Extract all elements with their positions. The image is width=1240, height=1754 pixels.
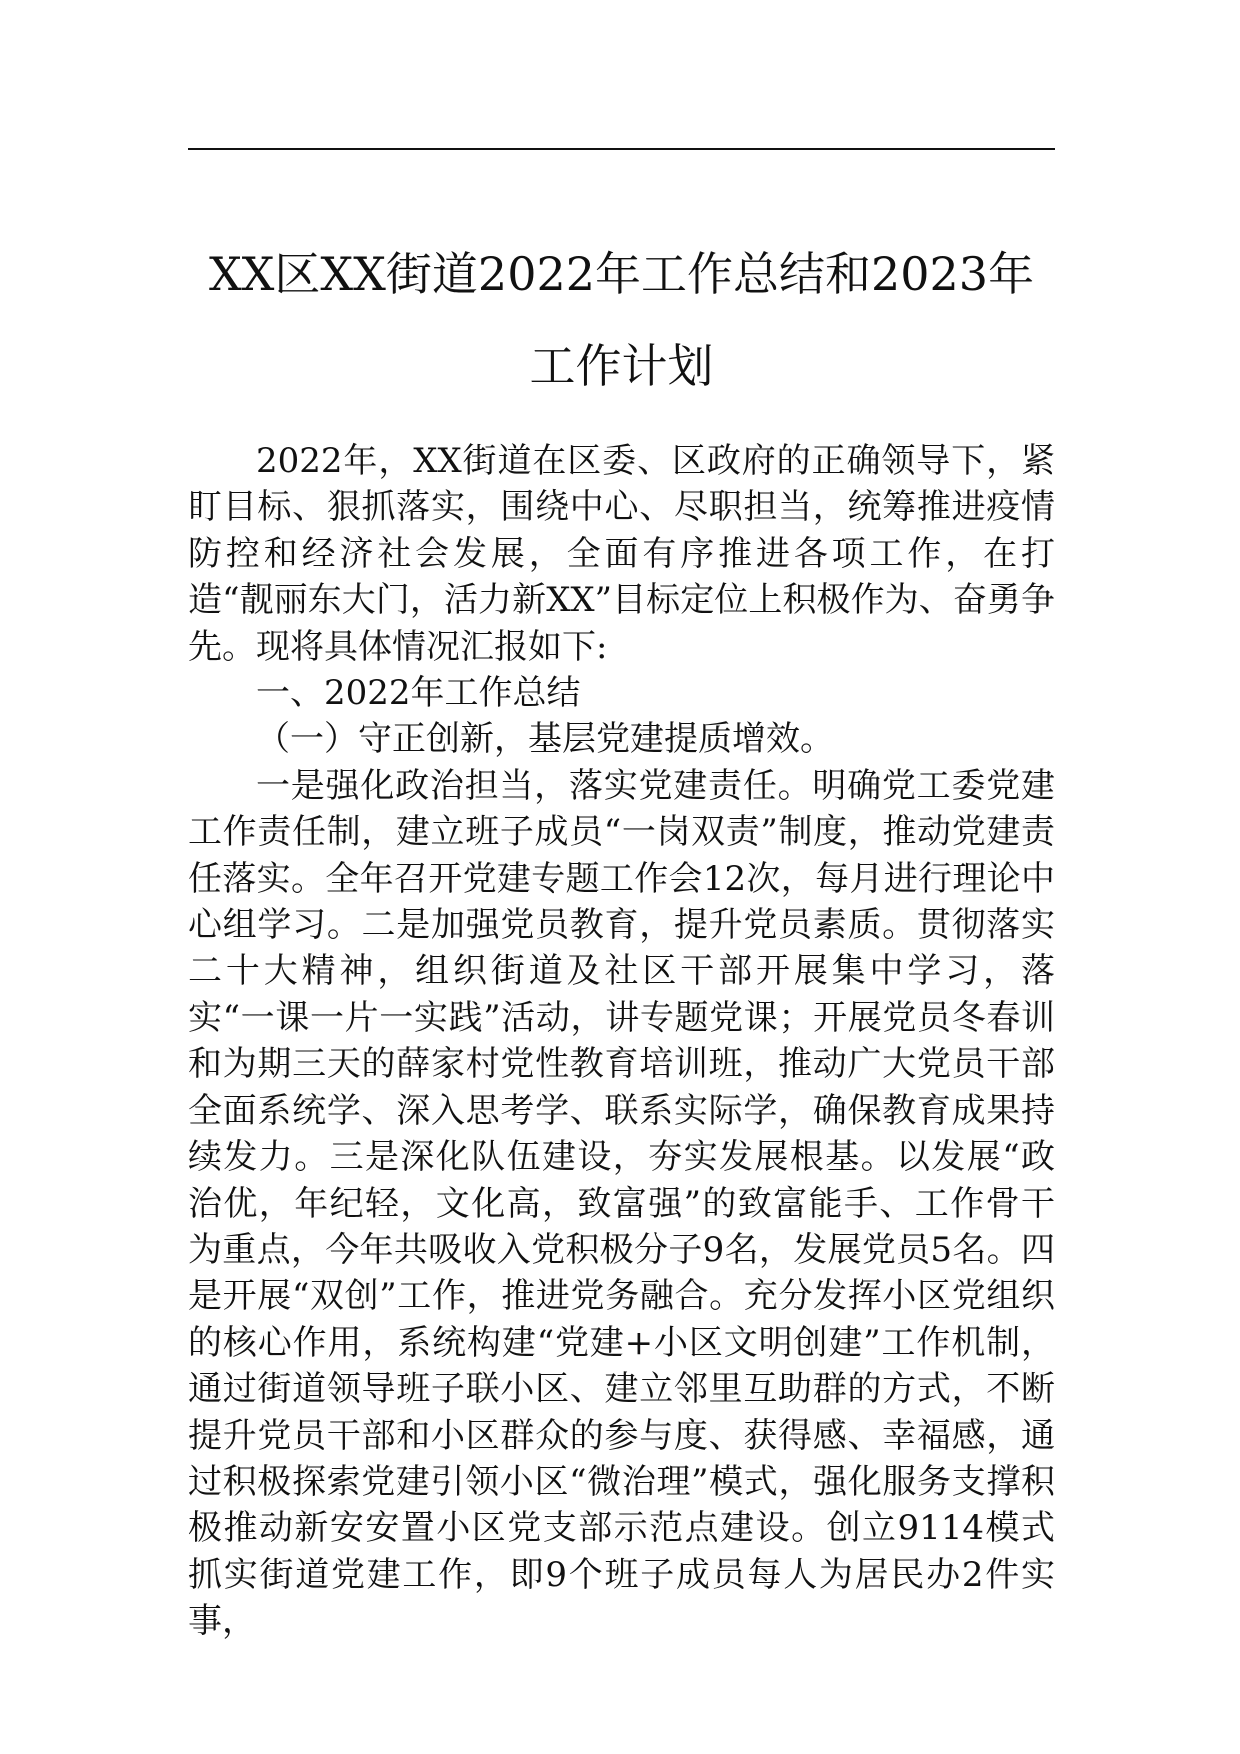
document-title bbox=[188, 228, 1055, 412]
title-line-1: XX区XX街道2022年工作总结和2023年 bbox=[208, 247, 1035, 301]
subsection-heading: （一）守正创新，基层党建提质增效。 bbox=[256, 719, 834, 760]
header-rule bbox=[188, 148, 1055, 150]
document-body bbox=[188, 438, 1055, 1645]
title-line-2: 工作计划 bbox=[529, 339, 714, 393]
body-paragraph: 一是强化政治担当，落实党建责任。明确党工委党建工作责任制，建立班子成员“一岗双责”制度，推动党建责任落实。全年召开党建专题工作会12次，每月进行理论中心组学习。二是加强党员教育，提升党员素质。贯彻落实二十大精神，组织街道及社区干部开展集中学习，落实“一课一片一实践”活动，讲专题党课；开展党员冬春训和为期三天的薛家村党性教育培训班，推动广大党员干部全面系统学、深入思考学、联系实际学，确保教育成果持续发力。三是深化队伍建设，夯实发展根基。以发展“政治优，年纪轻，文化高，致富强”的致富能手、工作骨干为重点，今年共吸收入党积极分子9名，发展党员5名。四是开展“双创”工作，推进党务融合。充分发挥小区党组织的核心作用，系统构建“党建+小区文明创建”工作机制，通过街道领导班子联小区、建立邻里互助群的方式，不断提升党员干部和小区群众的参与度、获得感、幸福感，通过积极探索党建引领小区“微治理”模式，强化服务支撑积极推动新安安置小区党支部示范点建设。创立9114模式抓实街道党建工作，即9个班子成员每人为居民办2件实事， bbox=[188, 765, 1055, 1642]
section-heading: 一、2022年工作总结 bbox=[256, 673, 581, 714]
intro-paragraph: 2022年，XX街道在区委、区政府的正确领导下，紧盯目标、狠抓落实，围绕中心、尽职担当，统筹推进疫情防控和经济社会发展，全面有序推进各项工作，在打造“靓丽东大门，活力新XX”目标定位上积极作为、奋勇争先。现将具体情况汇报如下: bbox=[188, 441, 1055, 667]
